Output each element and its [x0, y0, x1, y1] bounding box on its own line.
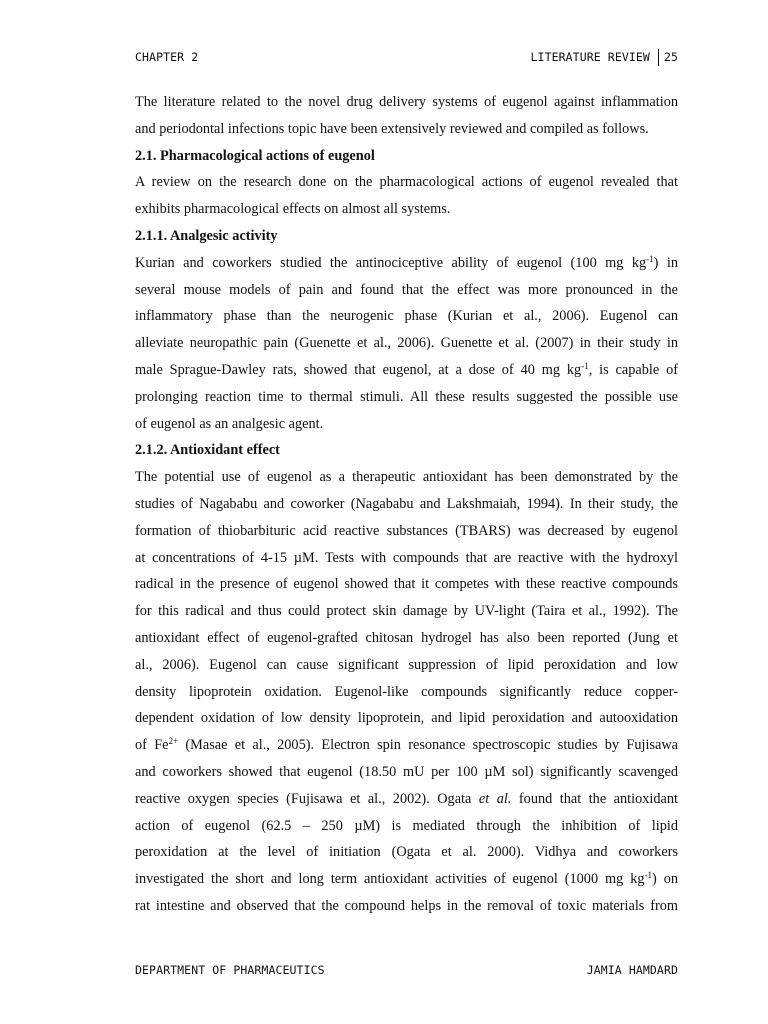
page-number: 25	[663, 50, 678, 64]
text-line: alleviate neuropathic pain (Guenette et al., 2006). Guenette et al. (2007) in their study in	[135, 335, 678, 352]
superscript: -1	[644, 870, 653, 881]
paragraph-analgesic	[135, 250, 678, 438]
text-run: Kurian and coworkers studied the antinociceptive ability of eugenol (100 mg kg	[135, 254, 647, 271]
section-heading-2-1: 2.1. Pharmacological actions of eugenol	[135, 147, 375, 164]
text-line	[135, 357, 678, 384]
text-run: reactive oxygen species (Fujisawa et al., 2002). Ogata	[135, 790, 479, 807]
footer-institution: JAMIA HAMDARD	[586, 963, 678, 977]
text-line: radical in the presence of eugenol showed that it competes with these reactive compounds	[135, 576, 678, 593]
text-line: action of eugenol (62.5 – 250 µM) is mediated through the inhibition of lipid	[135, 817, 678, 834]
paragraph-antioxidant	[135, 464, 678, 920]
header-section: LITERATURE REVIEW	[530, 50, 650, 64]
text-run: of Fe	[135, 737, 169, 754]
header-right	[531, 49, 678, 66]
text-line: al., 2006). Eugenol can cause significant suppression of lipid peroxidation and low	[135, 656, 678, 673]
superscript: -1	[581, 360, 589, 371]
text-line	[135, 250, 678, 277]
text-run: investigated the short and long term antioxidant activities of eugenol (1000 mg kg	[135, 871, 645, 888]
text-line: of eugenol as an analgesic agent.	[135, 415, 324, 432]
text-line: several mouse models of pain and found that the effect was more pronounced in the	[135, 281, 678, 298]
text-line: and periodontal infections topic have been extensively reviewed and compiled as follows.	[135, 120, 649, 137]
text-line: for this radical and thus could protect skin damage by UV-light (Taira et al., 1992). The	[135, 603, 678, 620]
text-line	[135, 786, 678, 813]
section-heading-2-1-2: 2.1.2. Antioxidant effect	[135, 442, 280, 459]
paragraph-pharmacological	[135, 169, 678, 223]
text-line: and coworkers showed that eugenol (18.50 mU per 100 µM sol) significantly scavenged	[135, 763, 678, 780]
header-chapter: CHAPTER 2	[135, 50, 199, 64]
superscript: -1	[646, 253, 654, 264]
text-run: ) on	[652, 871, 678, 888]
text-line: exhibits pharmacological effects on almost all systems.	[135, 201, 451, 218]
text-line: The literature related to the novel drug delivery systems of eugenol against inflammation	[135, 94, 678, 110]
text-line	[135, 866, 678, 893]
text-line: rat intestine and observed that the compound helps in the removal of toxic materials from	[135, 897, 678, 914]
text-run: male Sprague-Dawley rats, showed that eugenol, at a dose of 40 mg kg	[135, 361, 582, 378]
text-run: ) in	[653, 254, 678, 271]
text-line: at concentrations of 4-15 µM. Tests with compounds that are reactive with the hydroxyl	[135, 549, 678, 566]
text-line: dependent oxidation of low density lipoprotein, and lipid peroxidation and autooxidation	[135, 710, 678, 727]
footer-department: DEPARTMENT OF PHARMACEUTICS	[135, 963, 325, 977]
text-line: The potential use of eugenol as a therapeutic antioxidant has been demonstrated by the	[135, 469, 678, 486]
text-run: (Masae et al., 2005). Electron spin resonance spectroscopic studies by Fujisawa	[178, 737, 679, 754]
text-line: peroxidation at the level of initiation (Ogata et al. 2000). Vidhya and coworkers	[135, 844, 678, 861]
text-run: found that the antioxidant	[511, 790, 679, 807]
superscript: 2+	[168, 736, 179, 747]
text-line: antioxidant effect of eugenol-grafted chitosan hydrogel has also been reported (Jung et	[135, 629, 678, 646]
text-line: inflammatory phase than the neurogenic phase (Kurian et al., 2006). Eugenol can	[135, 308, 678, 325]
text-line	[135, 732, 678, 759]
text-run: , is capable of	[588, 361, 678, 378]
page-header	[135, 48, 678, 66]
text-line: A review on the research done on the pharmacological actions of eugenol revealed that	[135, 174, 678, 191]
text-line: formation of thiobarbituric acid reactive substances (TBARS) was decreased by eugenol	[135, 522, 678, 539]
section-heading-2-1-1: 2.1.1. Analgesic activity	[135, 227, 278, 244]
page-body	[135, 89, 678, 920]
text-line: studies of Nagababu and coworker (Nagababu and Lakshmaiah, 1994). In their study, the	[135, 495, 678, 512]
italic-text: et al.	[478, 790, 512, 807]
intro-paragraph	[135, 89, 678, 143]
text-line: density lipoprotein oxidation. Eugenol-like compounds significantly reduce copper-	[135, 683, 678, 700]
text-line: prolonging reaction time to thermal stimuli. All these results suggested the possible use	[135, 388, 678, 405]
page-footer	[135, 961, 678, 979]
header-divider	[658, 49, 659, 66]
